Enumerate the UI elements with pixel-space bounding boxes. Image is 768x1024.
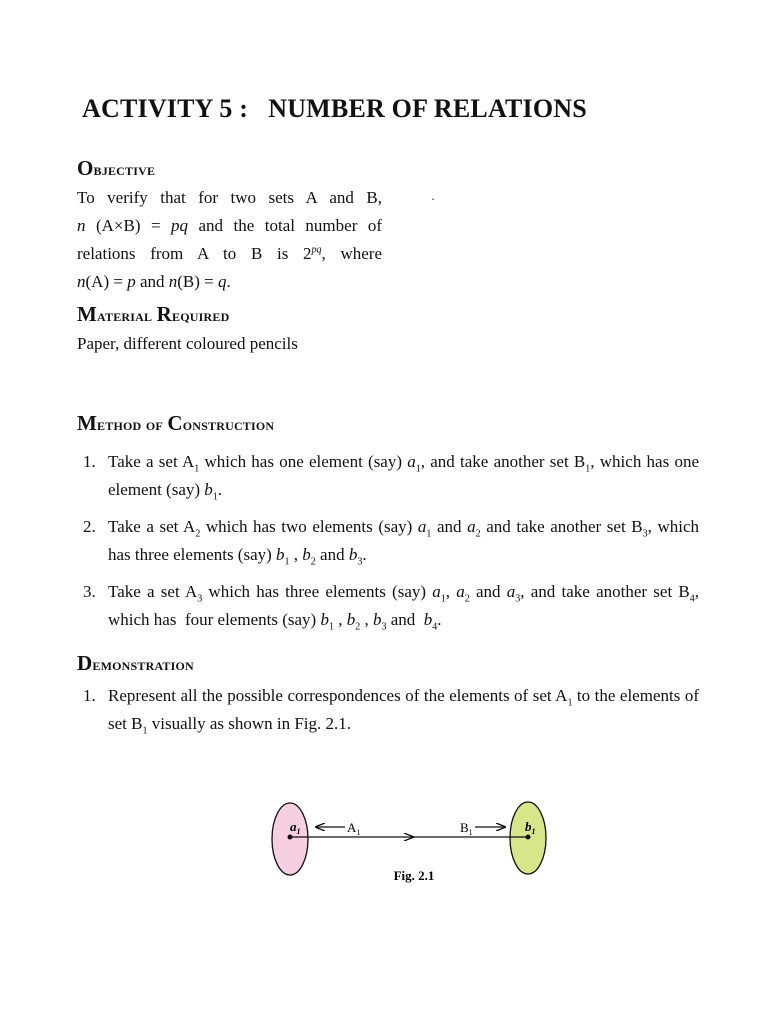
objective-line-3: relations from A to B is $2^{pq}$, where (77, 244, 382, 263)
demonstration-item-1: 1. Represent all the possible correspondences of the elements of set $A_1$ to the elements of set $B_1$ visually as shown in Fig. 2.1. (83, 686, 699, 737)
objective-line-2: n (A×B) = pq and the total number of (77, 216, 382, 235)
objective-line-4: n(A) = p and n(B) = q. (77, 272, 231, 291)
method-item-2: 2. Take a set $A_2$ which has two elements (say) $a_1$ and $a_2$ and take another set $B_3$, which has three elements (say) $b_1$ , $b_2$ and $b_3$. (83, 517, 700, 568)
stray-dot: · (431, 192, 435, 206)
element-a1-label: $a_1$ (290, 819, 301, 836)
method-item-1: 1. Take a set $A_1$ which has one element (say) $a_1$, and take another set $B_1$, which has one element (say) $b_1$. (83, 452, 700, 503)
method-item-3: 3. Take a set $A_3$ which has three elements (say) $a_1$, $a_2$ and $a_3$, and take another set $B_4$, which has four elements (say) $b_1$ , $b_2$ , $b_3$ and $b_4$. (83, 582, 699, 633)
method-heading: Method of Construction (77, 411, 275, 435)
set-b1-label: $B_1$ (460, 820, 473, 837)
demonstration-heading: Demonstration (77, 651, 194, 675)
objective-line-1: To verify that for two sets A and B, (77, 188, 382, 207)
objective-heading: Objective (77, 156, 156, 180)
element-b1-label: $b_1$ (525, 819, 536, 836)
figure-caption: Fig. 2.1 (393, 868, 435, 883)
set-a1-label: $A_1$ (347, 820, 361, 837)
material-text: Paper, different coloured pencils (77, 334, 298, 353)
material-heading: Material Required (77, 302, 230, 326)
page-title: ACTIVITY 5 : NUMBER OF RELATIONS (82, 94, 587, 123)
